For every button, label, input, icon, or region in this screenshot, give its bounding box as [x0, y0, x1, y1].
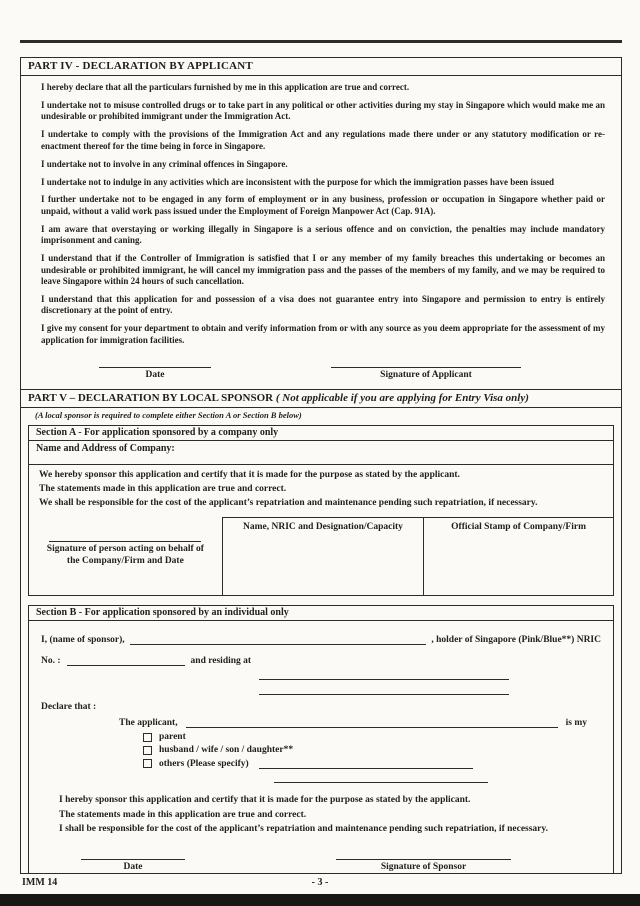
- declaration-clause: I give my consent for your department to obtain and verify information from or with any source as you deem appropriate for the assessment of my application for immigration facilities.: [41, 323, 605, 345]
- declaration-clause: I further undertake not to be engaged in any form of employment or in any business, profession or occupation in Singapore whether paid or unpaid, without a valid work pass issued under the Employment of Foreign Manpower Act (Cap. 91A).: [41, 194, 605, 216]
- section-b-statements: [59, 793, 601, 836]
- part5-title: [21, 389, 621, 408]
- part4-title: PART IV - DECLARATION BY APPLICANT: [21, 58, 621, 76]
- option-row-spouse-child: [143, 745, 601, 755]
- page-number: - 3 -: [311, 877, 329, 888]
- part5-instruction: (A local sponsor is required to complete either Section A or Section B below): [35, 410, 302, 421]
- form-border-box: [20, 57, 622, 874]
- part4-signature-row: [99, 356, 621, 380]
- option-row-parent: [143, 732, 601, 742]
- residing-label: and residing at: [190, 656, 252, 667]
- part5-title-text: PART V – DECLARATION BY LOCAL SPONSOR: [28, 392, 274, 405]
- sponsor-signature-line: [336, 848, 511, 860]
- parent-checkbox[interactable]: [143, 733, 152, 742]
- sponsor-name-line: [41, 634, 601, 645]
- sponsor-name-blank: [130, 634, 427, 645]
- bottom-scan-bar: [0, 894, 640, 906]
- declaration-clause: I understand that if the Controller of Immigration is satisfied that I or any member of my family breaches this undertaking or becomes an undesirable or prohibited immigrant, he will cancel my immigration pass and the passes of the members of my family, and we may be required to leave Singapore within 24 hours of such cancellation.: [41, 253, 605, 286]
- company-name-address-field: Name and Address of Company:: [29, 441, 613, 465]
- section-b-signature-row: [81, 848, 573, 872]
- sponsor-date-line: [81, 848, 185, 860]
- company-signature-caption: Signature of person acting on behalf of the Company/Firm and Date: [46, 544, 204, 566]
- company-signature-line: [49, 541, 201, 542]
- nric-line: [41, 655, 601, 666]
- part4-clauses: [21, 76, 621, 346]
- part5-title-note: ( Not applicable if you are applying for Entry Visa only): [275, 392, 529, 405]
- sponsor-statement: The statements made in this application are true and correct.: [39, 483, 287, 494]
- sponsor-date-label: Date: [123, 862, 143, 873]
- applicant-signature-label: Signature of Applicant: [380, 370, 472, 381]
- official-stamp-cell: Official Stamp of Company/Firm: [423, 517, 613, 595]
- sponsor-statement: We shall be responsible for the cost of the applicant’s repatriation and maintenance pending such repatriation, if necessary.: [39, 497, 538, 508]
- page-footer: [0, 877, 640, 891]
- section-a-statements: [29, 465, 613, 510]
- section-a-title: Section A - For application sponsored by a company only: [29, 426, 613, 441]
- declaration-clause: I undertake to comply with the provisions of the Immigration Act and any regulations made there under or any statutory modification or re-enactment thereof for the time being in force in Singapore.: [41, 129, 605, 151]
- others-specify-blank: [259, 758, 473, 769]
- applicant-suffix: is my: [565, 718, 587, 729]
- section-a-signature-table: [29, 517, 613, 595]
- declaration-clause: I undertake not to misuse controlled drugs or to take part in any political or other activities during my stay in Singapore which would make me an undesirable or prohibited immigrant under the Immigration Act.: [41, 99, 605, 122]
- spouse-child-checkbox[interactable]: [143, 746, 152, 755]
- others-specify-blank: [274, 772, 488, 783]
- declaration-clause: I undertake not to indulge in any activities which are inconsistent with the purpose for which the immigration passes have been issued: [41, 176, 554, 187]
- declare-label: Declare that :: [41, 702, 97, 713]
- name-nric-designation-cell: Name, NRIC and Designation/Capacity: [222, 517, 423, 595]
- others-specify-line-2: [274, 772, 601, 783]
- address-line-1: [259, 669, 601, 680]
- declaration-clause: I hereby declare that all the particulars furnished by me in this application are true and correct.: [41, 82, 410, 92]
- address-blank: [259, 684, 509, 695]
- company-signature-cell: [29, 517, 222, 595]
- address-line-2: [259, 684, 601, 695]
- nric-label: No. :: [41, 656, 61, 667]
- declaration-clause: I am aware that overstaying or working illegally in Singapore is a serious offence and on conviction, the penalties may include mandatory imprisonment and caning.: [41, 223, 605, 246]
- sponsor-statement: I shall be responsible for the cost of the applicant’s repatriation and maintenance pending such repatriation, if necessary.: [59, 823, 549, 834]
- section-b: [28, 605, 614, 874]
- option-label: husband / wife / son / daughter**: [159, 745, 294, 756]
- date-signature-line: [99, 356, 211, 368]
- nric-blank: [67, 655, 185, 666]
- declaration-clause: I undertake not to involve in any criminal offences in Singapore.: [41, 158, 288, 169]
- section-b-body: [29, 621, 613, 874]
- sponsor-name-suffix: , holder of Singapore (Pink/Blue**) NRIC: [431, 635, 601, 646]
- applicant-relation-line: [119, 717, 587, 728]
- applicant-name-blank: [186, 717, 558, 728]
- top-rule: [20, 40, 622, 43]
- option-label: parent: [159, 732, 186, 743]
- sponsor-statement: I hereby sponsor this application and certify that it is made for the purpose as stated by the applicant.: [59, 795, 471, 806]
- date-label: Date: [145, 370, 165, 381]
- others-checkbox[interactable]: [143, 759, 152, 768]
- option-label: others (Please specify): [159, 758, 249, 769]
- sponsor-statement: The statements made in this application are true and correct.: [59, 809, 307, 820]
- sponsor-name-prefix: I, (name of sponsor),: [41, 635, 125, 646]
- applicant-prefix: The applicant,: [119, 718, 178, 729]
- applicant-signature-line: [331, 356, 521, 368]
- option-row-others: [143, 758, 601, 769]
- form-number: IMM 14: [22, 877, 58, 888]
- section-b-title: Section B - For application sponsored by an individual only: [29, 606, 613, 621]
- declaration-clause: I understand that this application for and possession of a visa does not guarantee entry into Singapore and permission to entry is entirely discretionary at the point of entry.: [41, 293, 605, 316]
- sponsor-statement: We hereby sponsor this application and certify that it is made for the purpose as stated by the applicant.: [39, 470, 460, 481]
- sponsor-signature-label: Signature of Sponsor: [380, 862, 467, 873]
- section-a: [28, 425, 614, 596]
- address-blank: [259, 669, 509, 680]
